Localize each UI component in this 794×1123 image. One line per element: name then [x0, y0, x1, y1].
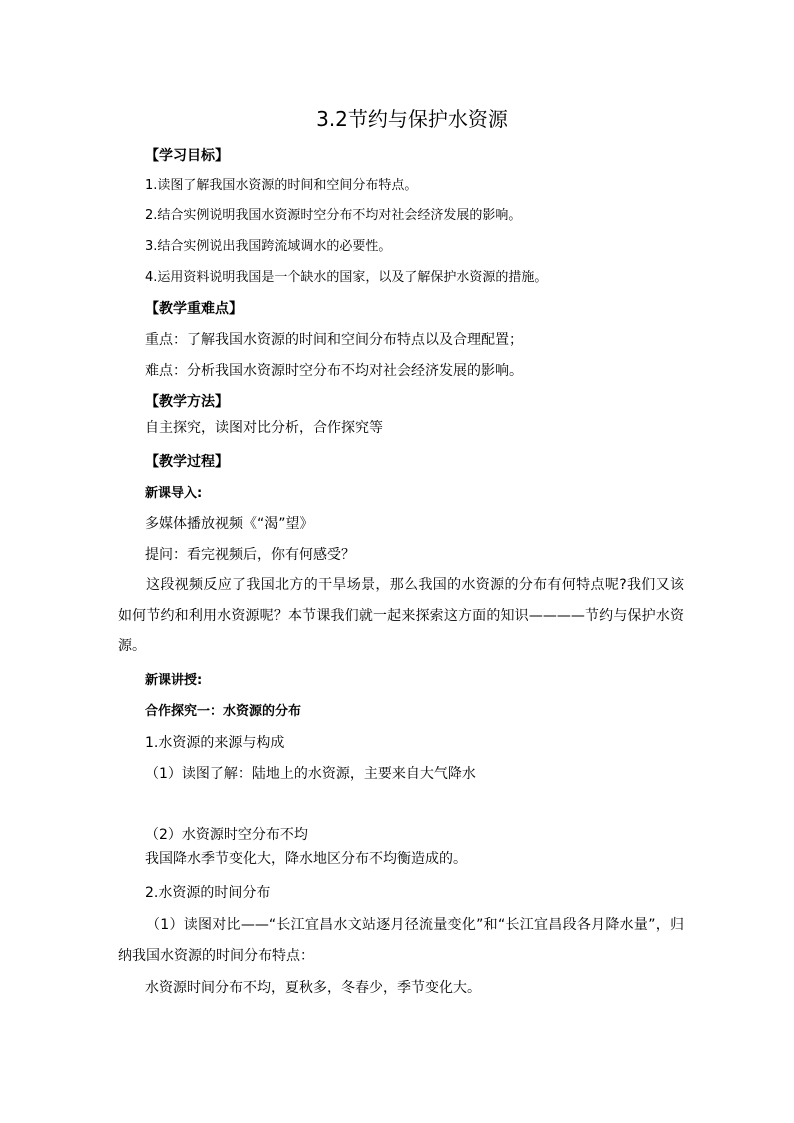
- objective-item: 2.结合实例说明我国水资源时空分布不均对社会经济发展的影响。: [145, 208, 522, 223]
- section-heading-objectives: 【学习目标】: [145, 148, 229, 164]
- compare-paragraph: （1）读图对比——“长江宜昌水文站逐月径流量变化”和“长江宜昌段各月降水量”，归纳我国水资源的时间分布特点：: [118, 917, 684, 964]
- keypoint-item: 重点：了解我国水资源的时间和空间分布特点以及合理配置；: [145, 332, 523, 348]
- methods-text: 自主探究，读图对比分析，合作探究等: [145, 420, 383, 436]
- content-item: （1）读图了解：陆地上的水资源，主要来自大气降水: [145, 766, 476, 782]
- section-heading-methods: 【教学方法】: [145, 394, 229, 410]
- inquiry-label: 合作探究一：水资源的分布: [145, 704, 302, 719]
- content-item: 2.水资源的时间分布: [145, 885, 271, 901]
- intro-line: 提问：看完视频后，你有何感受？: [145, 547, 355, 563]
- keypoint-item: 难点：分析我国水资源时空分布不均对社会经济发展的影响。: [145, 363, 523, 379]
- objective-item: 3.结合实例说出我国跨流域调水的必要性。: [145, 239, 392, 254]
- intro-line: 多媒体播放视频《“渴”望》: [145, 516, 314, 532]
- content-item: 我国降水季节变化大，降水地区分布不均衡造成的。: [145, 851, 467, 867]
- objective-item: 4.运用资料说明我国是一个缺水的国家，以及了解保护水资源的措施。: [145, 270, 548, 285]
- intro-paragraph: 这段视频反应了我国北方的干旱场景，那么我国的水资源的分布有何特点呢?我们又该如何节约和利用水资源呢？本节课我们就一起来探索这方面的知识————节约与保护水资源。: [118, 577, 684, 654]
- content-item: （2）水资源时空分布不均: [145, 827, 308, 843]
- page-title: 3.2节约与保护水资源: [316, 107, 508, 131]
- objective-item: 1.读图了解我国水资源的时间和空间分布特点。: [145, 178, 418, 193]
- lecture-label: 新课讲授:: [145, 673, 203, 688]
- intro-label: 新课导入:: [145, 486, 203, 501]
- conclusion-text: 水资源时间分布不均，夏秋多，冬春少，季节变化大。: [145, 980, 481, 996]
- section-heading-process: 【教学过程】: [145, 454, 229, 470]
- content-item: 1.水资源的来源与构成: [145, 735, 285, 751]
- section-heading-keypoints: 【教学重难点】: [145, 301, 243, 317]
